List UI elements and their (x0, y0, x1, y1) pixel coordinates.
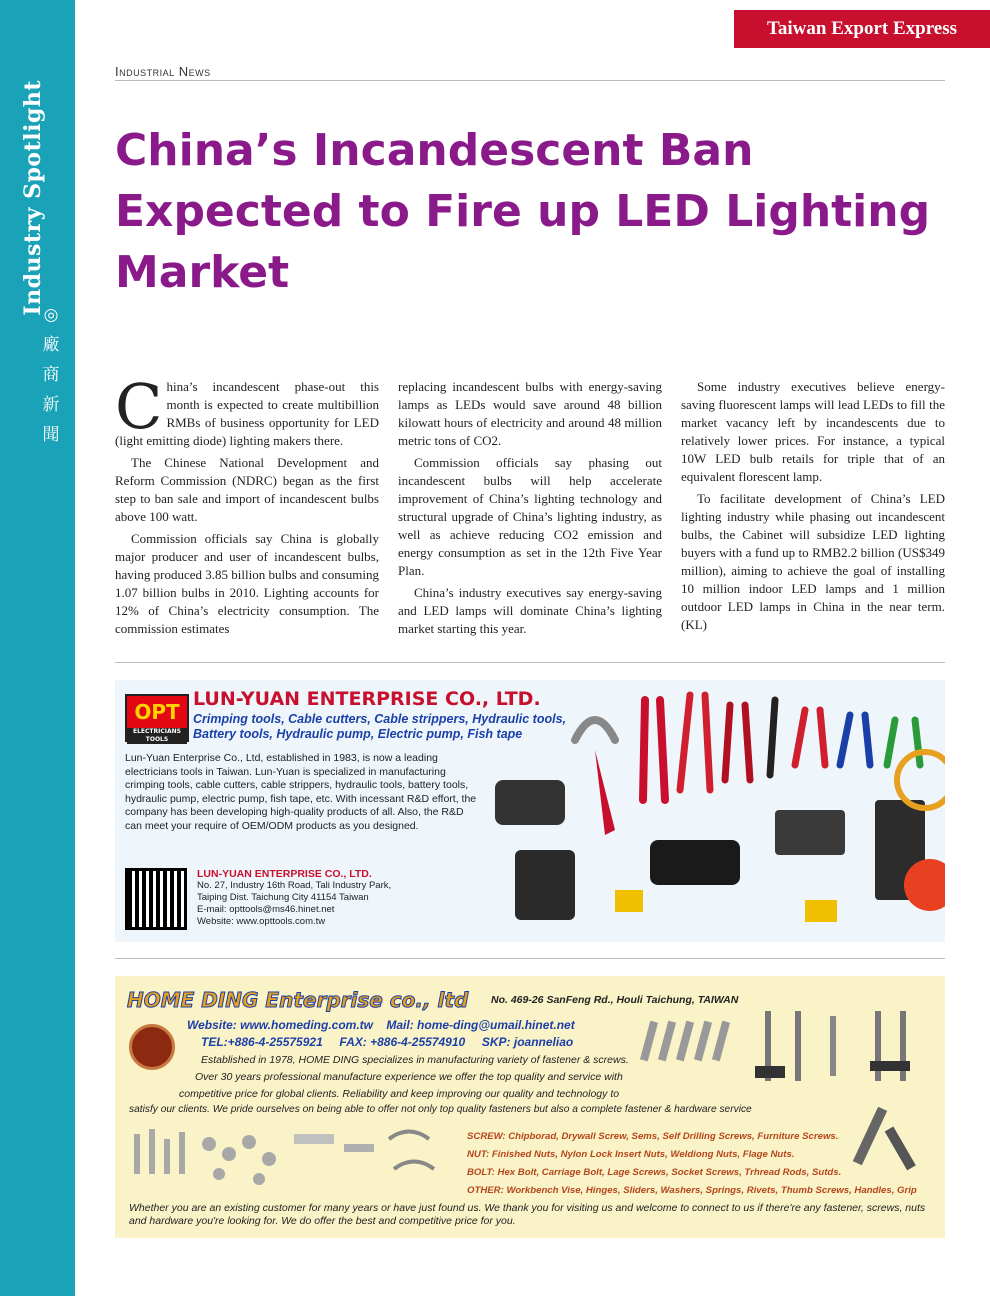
article-paragraph: Some industry executives believe energy-saving fluorescent lamps will lead LEDs to fill the market vacancy left by incandescents due to relatively lower prices. For instance, a typical 10W LED bulb retails for triple that of an equivalent florescent lamp. (681, 379, 945, 484)
product-category-nut: NUT: Finished Nuts, Nylon Lock Insert Nuts, Weldiong Nuts, Flage Nuts. (467, 1149, 795, 1160)
divider (115, 958, 945, 959)
ad-skype: SKP: joanneliao (481, 1035, 574, 1049)
contact-email: E-mail: opttools@ms46.hinet.net (197, 904, 335, 915)
ad-phone-line (201, 1035, 573, 1049)
ad-website: Website: www.homeding.com.tw (187, 1018, 374, 1032)
article-column-3 (681, 378, 945, 638)
contact-website: Website: www.opttools.com.tw (197, 916, 326, 927)
publication-brand: Taiwan Export Express (734, 10, 990, 48)
screws-nuts-image (129, 1124, 459, 1196)
sidebar-band (0, 0, 75, 1296)
ad-intro-line: satisfy our clients. We pride ourselves on being able to offer not only top quality fasteners but also a complete fastener & hardware service (129, 1104, 752, 1115)
qr-code-icon (125, 868, 187, 930)
contact-company: LUN-YUAN ENTERPRISE CO., LTD. (197, 868, 372, 880)
contact-address: Taiping Dist. Taichung City 41154 Taiwan (197, 892, 369, 903)
contact-address: No. 27, Industry 16th Road, Tali Industry Park, (197, 880, 392, 891)
ad-intro-line: Established in 1978, HOME DING specializes in manufacturing variety of fastener & screws. (201, 1054, 629, 1066)
home-ding-logo (129, 1024, 175, 1070)
ad-intro-line: competitive price for global clients. Reliability and keep improving our quality and technology to (179, 1088, 620, 1100)
sidebar-cjk-char: 聞 (42, 425, 60, 445)
article-paragraph: China’s industry executives say energy-saving and LED lamps will dominate China’s lighting market starting this year. (398, 585, 662, 636)
section-label: Industrial News (115, 64, 211, 79)
ad-footer-text: Whether you are an existing customer for many years or have just found us. We thank you for visiting us and welcome to connect to us if there're any fastener, screws, nuts and hardware you're looking for. We do offer the best and competitive price for you. (129, 1202, 926, 1227)
article-paragraph: To facilitate development of China’s LED lighting industry while phasing out incandescent bulbs, the Cabinet will subsidize LED lighting buyers with a fund up to RMB2.2 billion (US$349 million), aiming to achieve the goal of installing 10 million indoor LED lamps and 1 million outdoor LED lamps in China in the near term. (KL) (681, 491, 945, 632)
opt-logo-text: OPT (134, 700, 180, 724)
ad-contact-block (197, 868, 497, 928)
article-paragraph: Commission officials say China is globally major producer and user of incandescent bulbs, having produced 3.85 billion bulbs and consuming 1.07 billion bulbs in 2010. Lighting accounts for 12% of China’s electricity consumption. The commission estimates (115, 531, 379, 636)
foot-switch-icon (805, 900, 837, 922)
electric-pump-icon (650, 840, 740, 885)
hydraulic-pump-icon (775, 810, 845, 855)
ad-email: Mail: home-ding@umail.hinet.net (386, 1018, 575, 1032)
ad-product-line: Crimping tools, Cable cutters, Cable strippers, Hydraulic tools, (193, 712, 566, 726)
article-column-1 (115, 370, 379, 642)
product-category-other: OTHER: Workbench Vise, Hinges, Sliders, Washers, Springs, Rivets, Thumb Screws, Handles, Grip (467, 1185, 917, 1196)
fastener-products-image (635, 1006, 935, 1096)
sidebar-cjk-char: ◎ (43, 305, 59, 325)
section-divider (115, 80, 945, 81)
sidebar-label: Industry Spotlight (20, 80, 46, 316)
ad-web-mail (187, 1018, 575, 1032)
article-paragraph: China’s incandescent phase-out this month is expected to create multibillion RMBs of business opportunity for LED (light emitting diode) lighting makers there. (115, 370, 379, 448)
ad-company-name: HOME DING Enterprise co., ltd (127, 988, 469, 1012)
lun-yuan-advertisement (115, 680, 945, 942)
product-category-bolt: BOLT: Hex Bolt, Carriage Bolt, Lage Screws, Socket Screws, Trhread Rods, Sutds. (467, 1167, 842, 1178)
ad-product-line: Battery tools, Hydraulic pump, Electric pump, Fish tape (193, 727, 523, 741)
tool-products-image (475, 680, 945, 942)
cable-cutter-icon (575, 695, 920, 835)
drop-cap: C (115, 370, 163, 443)
article-paragraph: The Chinese National Development and Reform Commission (NDRC) began as the first step to ban sale and import of incandescent bulbs above 100 watt. (115, 455, 379, 524)
threaded-rod-icon (640, 1021, 730, 1062)
ad-address: No. 469-26 SanFeng Rd., Houli Taichung, TAIWAN (491, 994, 739, 1006)
article-column-2 (398, 378, 662, 642)
product-category-screw: SCREW: Chipborad, Drywall Screw, Sems, Self Drilling Screws, Furniture Screws. (467, 1131, 839, 1142)
screw-icon (134, 1129, 434, 1185)
divider (115, 662, 945, 663)
article-headline: China’s Incandescent Ban Expected to Fire up LED Lighting Market (115, 125, 931, 298)
workbench-vise-icon (755, 1011, 910, 1081)
sidebar-cjk-char: 新 (42, 395, 60, 415)
product-categories (467, 1128, 945, 1200)
foot-switch-icon (615, 890, 643, 912)
sidebar-cjk-char: 商 (42, 365, 60, 385)
battery-tool-icon (515, 850, 575, 920)
sidebar-cjk-char: 廠 (42, 335, 60, 355)
ad-description: Lun-Yuan Enterprise Co., Ltd, established in 1983, is now a leading electricians tools in Taiwan. Lun-Yuan is specialized in manufacturing crimping tools, cable cutters, cable strippers, hydraulic tools, battery tools, hydraulic pump, electric pump, fish tape, etc. With incessant R&D effort, the company has been developing high-quality products of all. Also, the R&D can meet your require of OEM/ODM products as you designed. (125, 752, 477, 832)
ad-company-name: LUN-YUAN ENTERPRISE CO., LTD. (193, 688, 541, 710)
article-paragraph: Commission officials say phasing out incandescent bulbs will help accelerate improvement of China’s lighting technology and structural upgrade of China’s lighting industry, as well as achieve reducing CO2 emission and energy consumption as set in the 12th Five Year Plan. (398, 455, 662, 578)
opt-logo (125, 694, 189, 742)
sidebar-cjk-label (36, 300, 66, 450)
opt-logo-subtext: ELECTRICIANS TOOLS (127, 728, 187, 744)
hydraulic-tool-icon (495, 780, 565, 825)
ad-intro-line: Over 30 years professional manufacture experience we offer the top quality and service with (195, 1071, 623, 1083)
ad-phone: TEL:+886-4-25575921 (201, 1035, 323, 1049)
ad-fax: FAX: +886-4-25574910 (339, 1035, 466, 1049)
article-paragraph: replacing incandescent bulbs with energy-saving lamps as LEDs would save around 48 billion kilowatt hours of electricity and around 48 million metric tons of CO2. (398, 379, 662, 448)
home-ding-advertisement (115, 976, 945, 1238)
